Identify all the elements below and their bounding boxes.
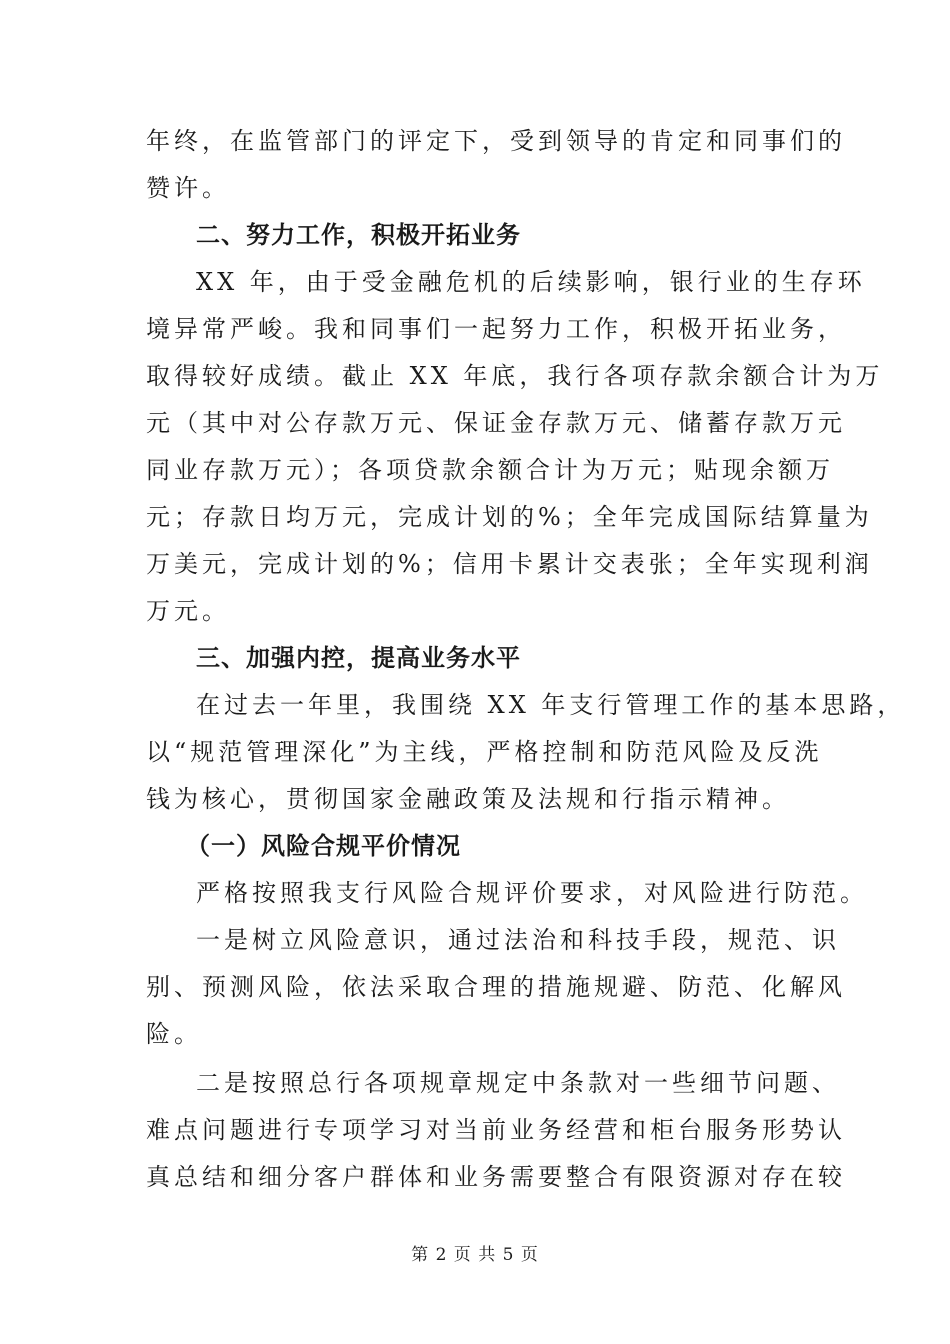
text-line: 钱为核心，贯彻国家金融政策及法规和行指示精神。 <box>146 785 790 813</box>
text-line: 真总结和细分客户群体和业务需要整合有限资源对存在较 <box>146 1163 846 1191</box>
text-line: 元（其中对公存款万元、保证金存款万元、储蓄存款万元 <box>146 409 846 437</box>
section-heading: 三、加强内控，提高业务水平 <box>196 644 521 672</box>
text-line: 二是按照总行各项规章规定中条款对一些细节问题、 <box>196 1069 840 1097</box>
text-line: 年终，在监管部门的评定下，受到领导的肯定和同事们的 <box>146 127 846 155</box>
section-heading: 二、努力工作，积极开拓业务 <box>196 221 521 249</box>
text-line: 同业存款万元）；各项贷款余额合计为万元；贴现余额万 <box>146 456 834 484</box>
page-number-footer: 第 2 页 共 5 页 <box>411 1245 539 1265</box>
text-line: XX 年，由于受金融危机的后续影响，银行业的生存环 <box>196 268 866 296</box>
text-line: 境异常严峻。我和同事们一起努力工作，积极开拓业务， <box>146 315 846 343</box>
text-line: 万元。 <box>146 597 230 625</box>
text-line: 严格按照我支行风险合规评价要求，对风险进行防范。 <box>196 879 868 907</box>
text-line: 在过去一年里，我围绕 XX 年支行管理工作的基本思路， <box>196 691 906 719</box>
subsection-heading: （一）风险合规平价情况 <box>186 832 461 860</box>
text-line: 险。 <box>146 1020 202 1048</box>
text-line: 难点问题进行专项学习对当前业务经营和柜台服务形势认 <box>146 1116 846 1144</box>
text-line: 取得较好成绩。截止 XX 年底，我行各项存款余额合计为万 <box>146 362 884 390</box>
text-line: 元；存款日均万元，完成计划的%；全年完成国际结算量为 <box>146 503 873 531</box>
text-line: 万美元，完成计划的%；信用卡累计交表张；全年实现利润 <box>146 550 873 578</box>
text-line: 别、预测风险，依法采取合理的措施规避、防范、化解风 <box>146 973 846 1001</box>
text-line: 以“规范管理深化”为主线，严格控制和防范风险及反洗 <box>146 738 823 766</box>
text-line: 赞许。 <box>146 174 230 202</box>
text-line: 一是树立风险意识，通过法治和科技手段，规范、识 <box>196 926 840 954</box>
